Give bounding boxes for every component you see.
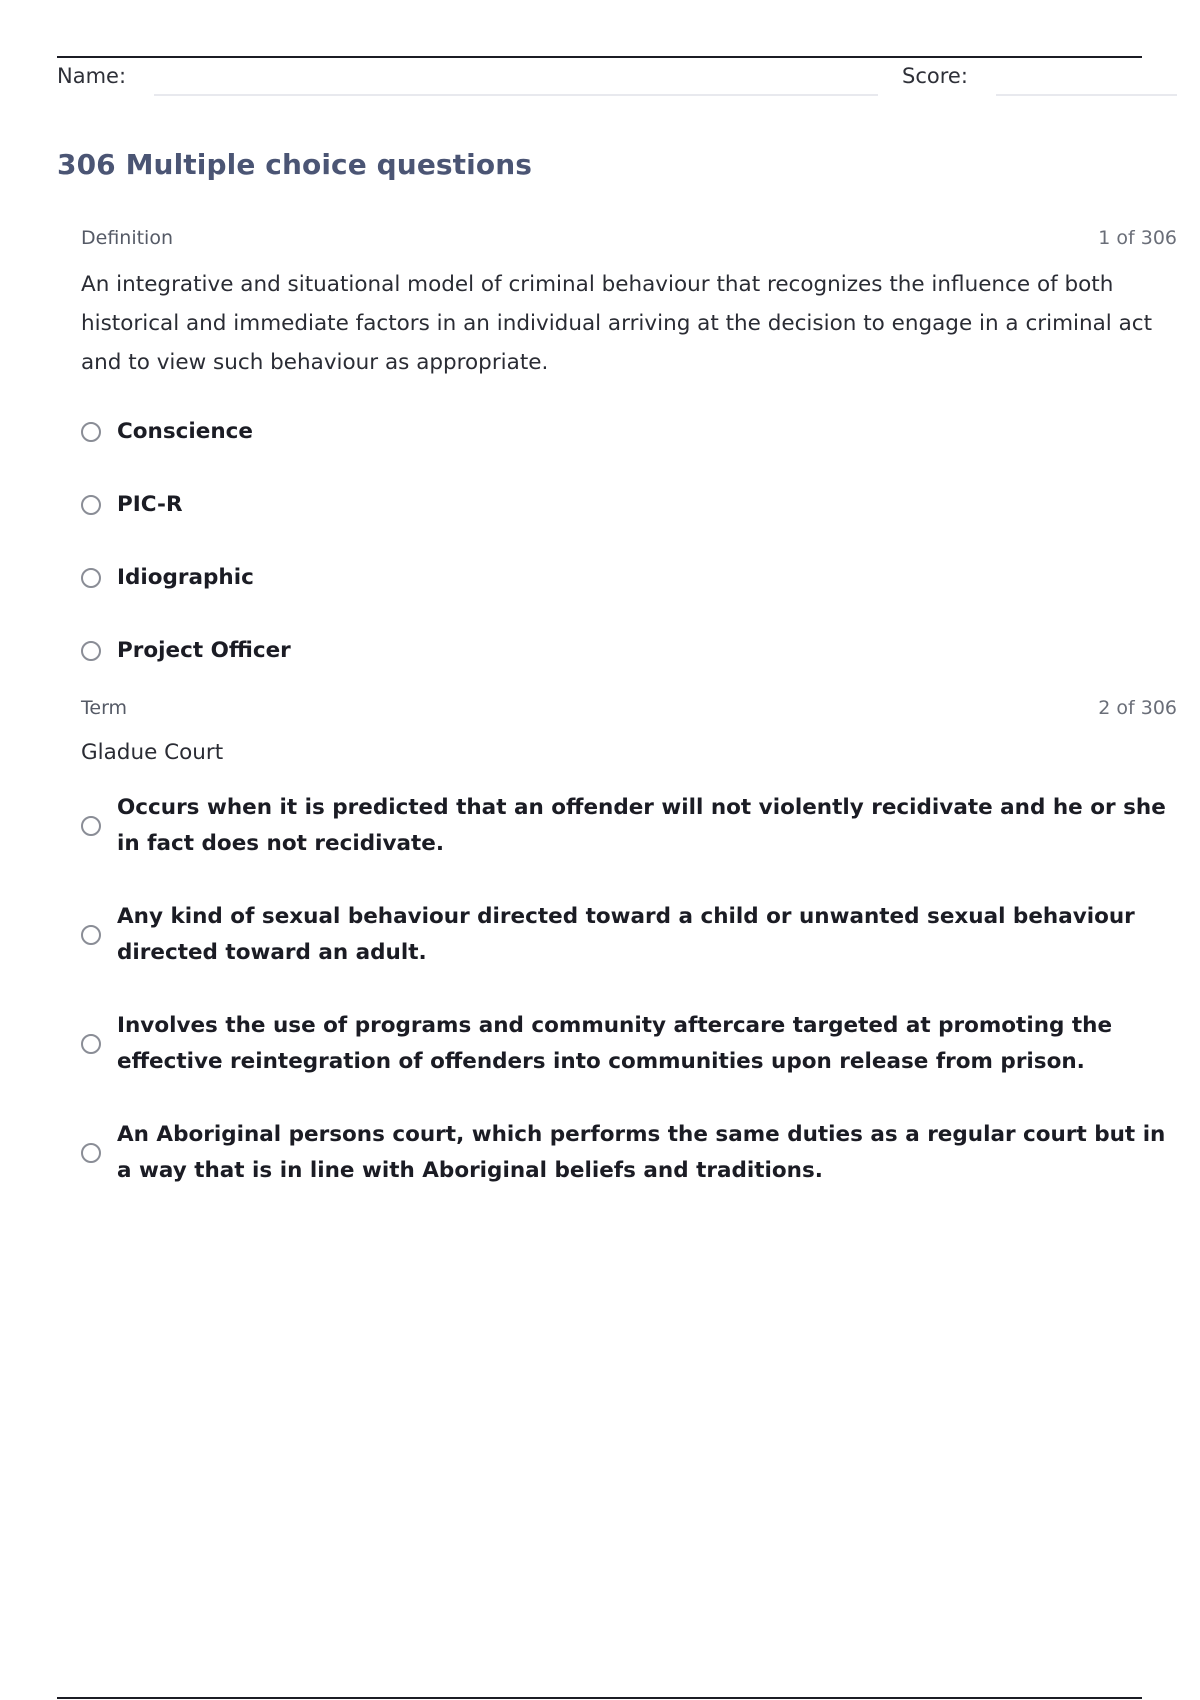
radio-button-icon[interactable] <box>81 495 101 515</box>
answer-option-label: Occurs when it is predicted that an offender will not violently recidivate and he or she in fact does not recidivate. <box>117 795 1166 856</box>
score-input-line[interactable] <box>996 94 1177 96</box>
radio-button-icon[interactable] <box>81 422 101 442</box>
radio-button-icon[interactable] <box>81 568 101 588</box>
answer-option-label: An Aboriginal persons court, which performs the same duties as a regular court but in a way that is in line with Aboriginal beliefs and traditions. <box>117 1122 1166 1183</box>
question-prompt: An integrative and situational model of criminal behaviour that recognizes the influence of both historical and immediate factors in an individual arriving at the decision to engage in a criminal act and to view such behaviour as appropriate. <box>81 272 1153 375</box>
top-divider <box>57 56 1142 58</box>
answer-option[interactable] <box>81 899 1177 971</box>
radio-button-icon[interactable] <box>81 925 101 945</box>
answer-option[interactable] <box>81 468 1177 541</box>
answer-option[interactable] <box>81 395 1177 468</box>
answer-option-label: Project Officer <box>117 637 291 663</box>
answer-option[interactable] <box>81 1008 1177 1080</box>
question-header <box>81 227 1177 255</box>
question-1 <box>81 227 1177 687</box>
answer-option[interactable] <box>81 1117 1177 1189</box>
answer-option-label: Idiographic <box>117 564 254 590</box>
name-label: Name: <box>57 64 127 88</box>
page-title: 306 Multiple choice questions <box>57 148 533 181</box>
answer-option-label: Conscience <box>117 418 253 444</box>
score-label: Score: <box>902 64 968 88</box>
answer-option-label: PIC-R <box>117 491 183 517</box>
bottom-divider <box>57 1697 1142 1699</box>
answer-option[interactable] <box>81 614 1177 687</box>
radio-button-icon[interactable] <box>81 1143 101 1163</box>
question-type: Definition <box>81 227 174 249</box>
question-prompt: Gladue Court <box>81 740 224 765</box>
radio-button-icon[interactable] <box>81 1034 101 1054</box>
answer-option-label: Any kind of sexual behaviour directed toward a child or unwanted sexual behaviour directed toward an adult. <box>117 904 1135 965</box>
question-2 <box>81 697 1177 1226</box>
question-counter: 2 of 306 <box>1098 697 1177 719</box>
question-type: Term <box>81 697 128 719</box>
question-header <box>81 697 1177 725</box>
name-input-line[interactable] <box>154 94 878 96</box>
answer-option[interactable] <box>81 790 1177 862</box>
radio-button-icon[interactable] <box>81 641 101 661</box>
answer-option[interactable] <box>81 541 1177 614</box>
answer-option-label: Involves the use of programs and community aftercare targeted at promoting the effective reintegration of offenders into communities upon release from prison. <box>117 1013 1113 1074</box>
question-counter: 1 of 306 <box>1098 227 1177 249</box>
answer-options <box>81 790 1177 1189</box>
radio-button-icon[interactable] <box>81 816 101 836</box>
answer-options <box>81 395 1177 687</box>
